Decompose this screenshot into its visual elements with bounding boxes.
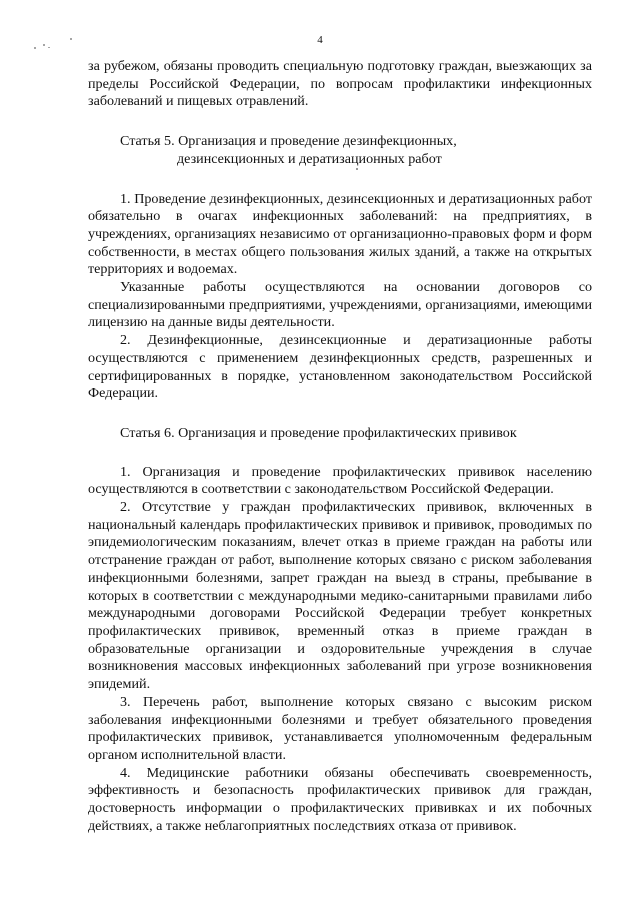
article5-title-line1: Статья 5. Организация и проведение дезинфекционных, (120, 133, 457, 150)
article6-title: Статья 6. Организация и проведение профилактических прививок (120, 424, 517, 441)
article5-paragraph-3: 2. Дезинфекционные, дезинсекционные и дератизационные работы осуществляются с применением дезинфекционных средств, разрешенных и сертифицированных в порядке, установленном законодательством Российской Федерации. (88, 332, 592, 402)
article6-paragraph-4: 4. Медицинские работники обязаны обеспечивать своевременность, эффективность и безопасность профилактических прививок для граждан, достоверность информации о профилактических прививках и их побочных действиях, а также неблагоприятных последствиях отказа от прививок. (88, 764, 592, 834)
article6-heading (88, 425, 592, 443)
scan-speck (48, 47, 50, 48)
article6-paragraph-1: 1. Организация и проведение профилактических прививок населению осуществляются в соответствии с законодательством Российской Федерации. (88, 463, 592, 498)
scan-speck (34, 47, 36, 49)
article5-paragraph-1: 1. Проведение дезинфекционных, дезинсекционных и дератизационных работ обязательно в очагах инфекционных заболеваний: на предприятиях, в учреждениях, организациях независимо от организационно-правовых форм и форм собственности, в местах общего пользования жилых зданий, а также на открытых территориях и водоемах. (88, 190, 592, 278)
article6-paragraph-2: 2. Отсутствие у граждан профилактических прививок, включенных в национальный календарь профилактических прививок и прививок, проводимых по эпидемиологическим показаниям, влечет отказ в приеме граждан на работы или отстранение граждан от работ, выполнение которых связано с риском заболевания инфекционными болезнями, запрет граждан на выезд в страны, пребывание в которых в соответствии с международными медико-санитарными правилами либо международными договорами Российской Федерации требует конкретных профилактических прививок, временный отказ в приеме граждан в образовательные организации и оздоровительные учреждения в случае возникновения массовых инфекционных заболеваний при угрозе возникновения эпидемий. (88, 499, 592, 693)
intro-paragraph: за рубежом, обязаны проводить специальную подготовку граждан, выезжающих за пределы Российской Федерации, по вопросам профилактики инфекционных заболеваний и пищевых отравлений. (88, 58, 592, 110)
document-body (88, 58, 592, 835)
article5-paragraph-2: Указанные работы осуществляются на основании договоров со специализированными предприятиями, учреждениями, организациями, имеющими лицензию на данные виды деятельности. (88, 279, 592, 331)
page-number: 4 (317, 34, 323, 46)
article6-paragraph-3: 3. Перечень работ, выполнение которых связано с высоким риском заболевания инфекционными болезнями и требует обязательного проведения профилактических прививок, устанавливается уполномоченным федеральным органом исполнительной власти. (88, 693, 592, 763)
article5-heading (88, 133, 592, 168)
scan-mark (356, 168, 358, 170)
article5-title-line2: дезинсекционных и дератизационных работ (177, 150, 442, 167)
